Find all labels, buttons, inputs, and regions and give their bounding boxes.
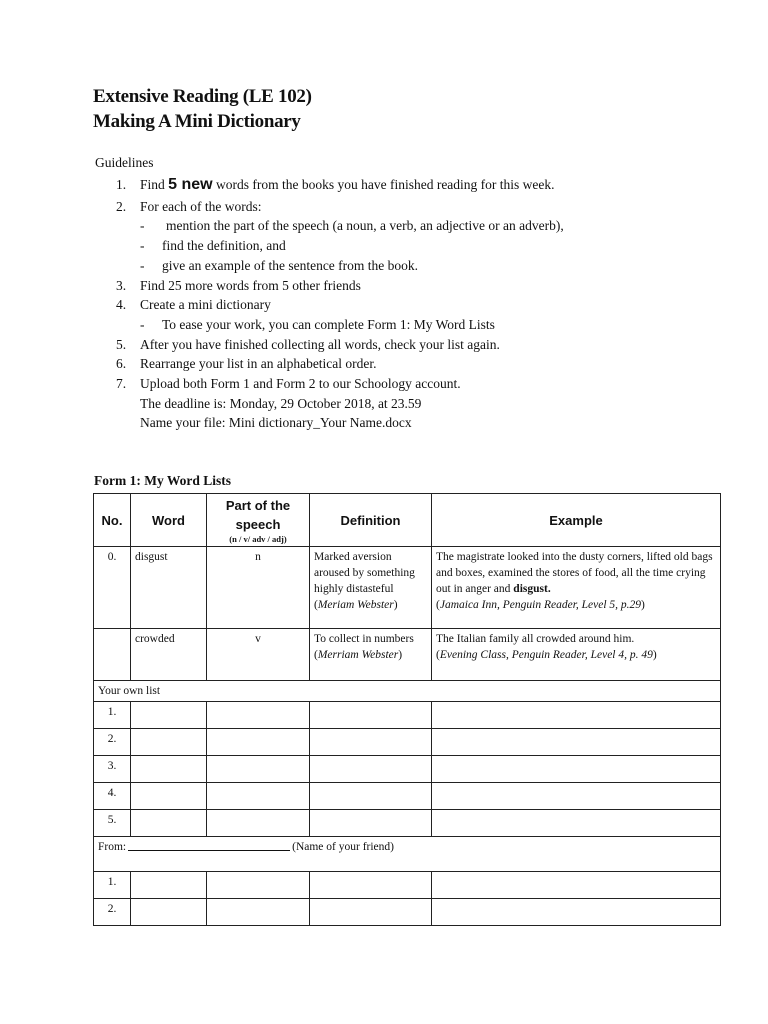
cell-no: 5. <box>94 810 131 837</box>
document-title: Extensive Reading (LE 102) <box>93 86 312 107</box>
table-row <box>94 729 721 756</box>
cell-no: 1. <box>94 702 131 729</box>
cell-example[interactable] <box>432 729 721 756</box>
cell-definition[interactable] <box>310 810 432 837</box>
header-part-of-speech: Part of the speech (n / v/ adv / adj) <box>207 494 310 547</box>
cell-definition: Marked aversion aroused by something highly distasteful (Meriam Webster) <box>310 547 432 629</box>
cell-no: 2. <box>94 729 131 756</box>
table-row <box>94 872 721 899</box>
table-row <box>94 783 721 810</box>
cell-definition: To collect in numbers (Merriam Webster) <box>310 629 432 681</box>
table-row <box>94 899 721 926</box>
header-word: Word <box>131 494 207 547</box>
cell-word[interactable] <box>131 899 207 926</box>
cell-example[interactable] <box>432 810 721 837</box>
cell-definition[interactable] <box>310 899 432 926</box>
table-row <box>94 702 721 729</box>
cell-word[interactable] <box>131 783 207 810</box>
cell-pos: n <box>207 547 310 629</box>
cell-example: The Italian family all crowded around him. (Evening Class, Penguin Reader, Level 4, p. 49) <box>432 629 721 681</box>
cell-word: disgust <box>131 547 207 629</box>
cell-no: 4. <box>94 783 131 810</box>
own-list-label: Your own list <box>94 681 721 702</box>
cell-definition[interactable] <box>310 729 432 756</box>
cell-pos[interactable] <box>207 872 310 899</box>
cell-example: The magistrate looked into the dusty corners, lifted old bags and boxes, examined the stores of food, all the time crying out in anger and disgust. (Jamaica Inn, Penguin Reader, Level 5, p.29) <box>432 547 721 629</box>
cell-no <box>94 629 131 681</box>
table-row <box>94 810 721 837</box>
table-row <box>94 756 721 783</box>
cell-word[interactable] <box>131 702 207 729</box>
header-no: No. <box>94 494 131 547</box>
cell-definition[interactable] <box>310 702 432 729</box>
cell-pos[interactable] <box>207 729 310 756</box>
form-title: Form 1: My Word Lists <box>94 473 231 488</box>
table-row <box>94 547 721 629</box>
friend-label-row <box>94 837 721 872</box>
friend-label: From: (Name of your friend) <box>94 837 721 872</box>
cell-example[interactable] <box>432 783 721 810</box>
cell-definition[interactable] <box>310 872 432 899</box>
pos-hint: (n / v/ adv / adj) <box>229 534 287 544</box>
cell-pos[interactable] <box>207 783 310 810</box>
friend-name-blank[interactable] <box>128 840 290 851</box>
table-row <box>94 629 721 681</box>
cell-pos[interactable] <box>207 810 310 837</box>
cell-word[interactable] <box>131 872 207 899</box>
cell-no: 3. <box>94 756 131 783</box>
header-example: Example <box>432 494 721 547</box>
word-list-table <box>93 493 721 926</box>
cell-pos[interactable] <box>207 756 310 783</box>
cell-word[interactable] <box>131 729 207 756</box>
cell-definition[interactable] <box>310 756 432 783</box>
cell-word[interactable] <box>131 756 207 783</box>
own-list-label-row <box>94 681 721 702</box>
header-definition: Definition <box>310 494 432 547</box>
cell-pos: v <box>207 629 310 681</box>
guidelines-heading: Guidelines <box>95 155 154 170</box>
document-subtitle: Making A Mini Dictionary <box>93 111 301 132</box>
cell-word[interactable] <box>131 810 207 837</box>
cell-pos[interactable] <box>207 702 310 729</box>
cell-no: 0. <box>94 547 131 629</box>
cell-example[interactable] <box>432 899 721 926</box>
cell-pos[interactable] <box>207 899 310 926</box>
cell-word: crowded <box>131 629 207 681</box>
table-header-row <box>94 494 721 547</box>
cell-definition[interactable] <box>310 783 432 810</box>
cell-example[interactable] <box>432 756 721 783</box>
cell-example[interactable] <box>432 702 721 729</box>
cell-no: 1. <box>94 872 131 899</box>
cell-example[interactable] <box>432 872 721 899</box>
cell-no: 2. <box>94 899 131 926</box>
